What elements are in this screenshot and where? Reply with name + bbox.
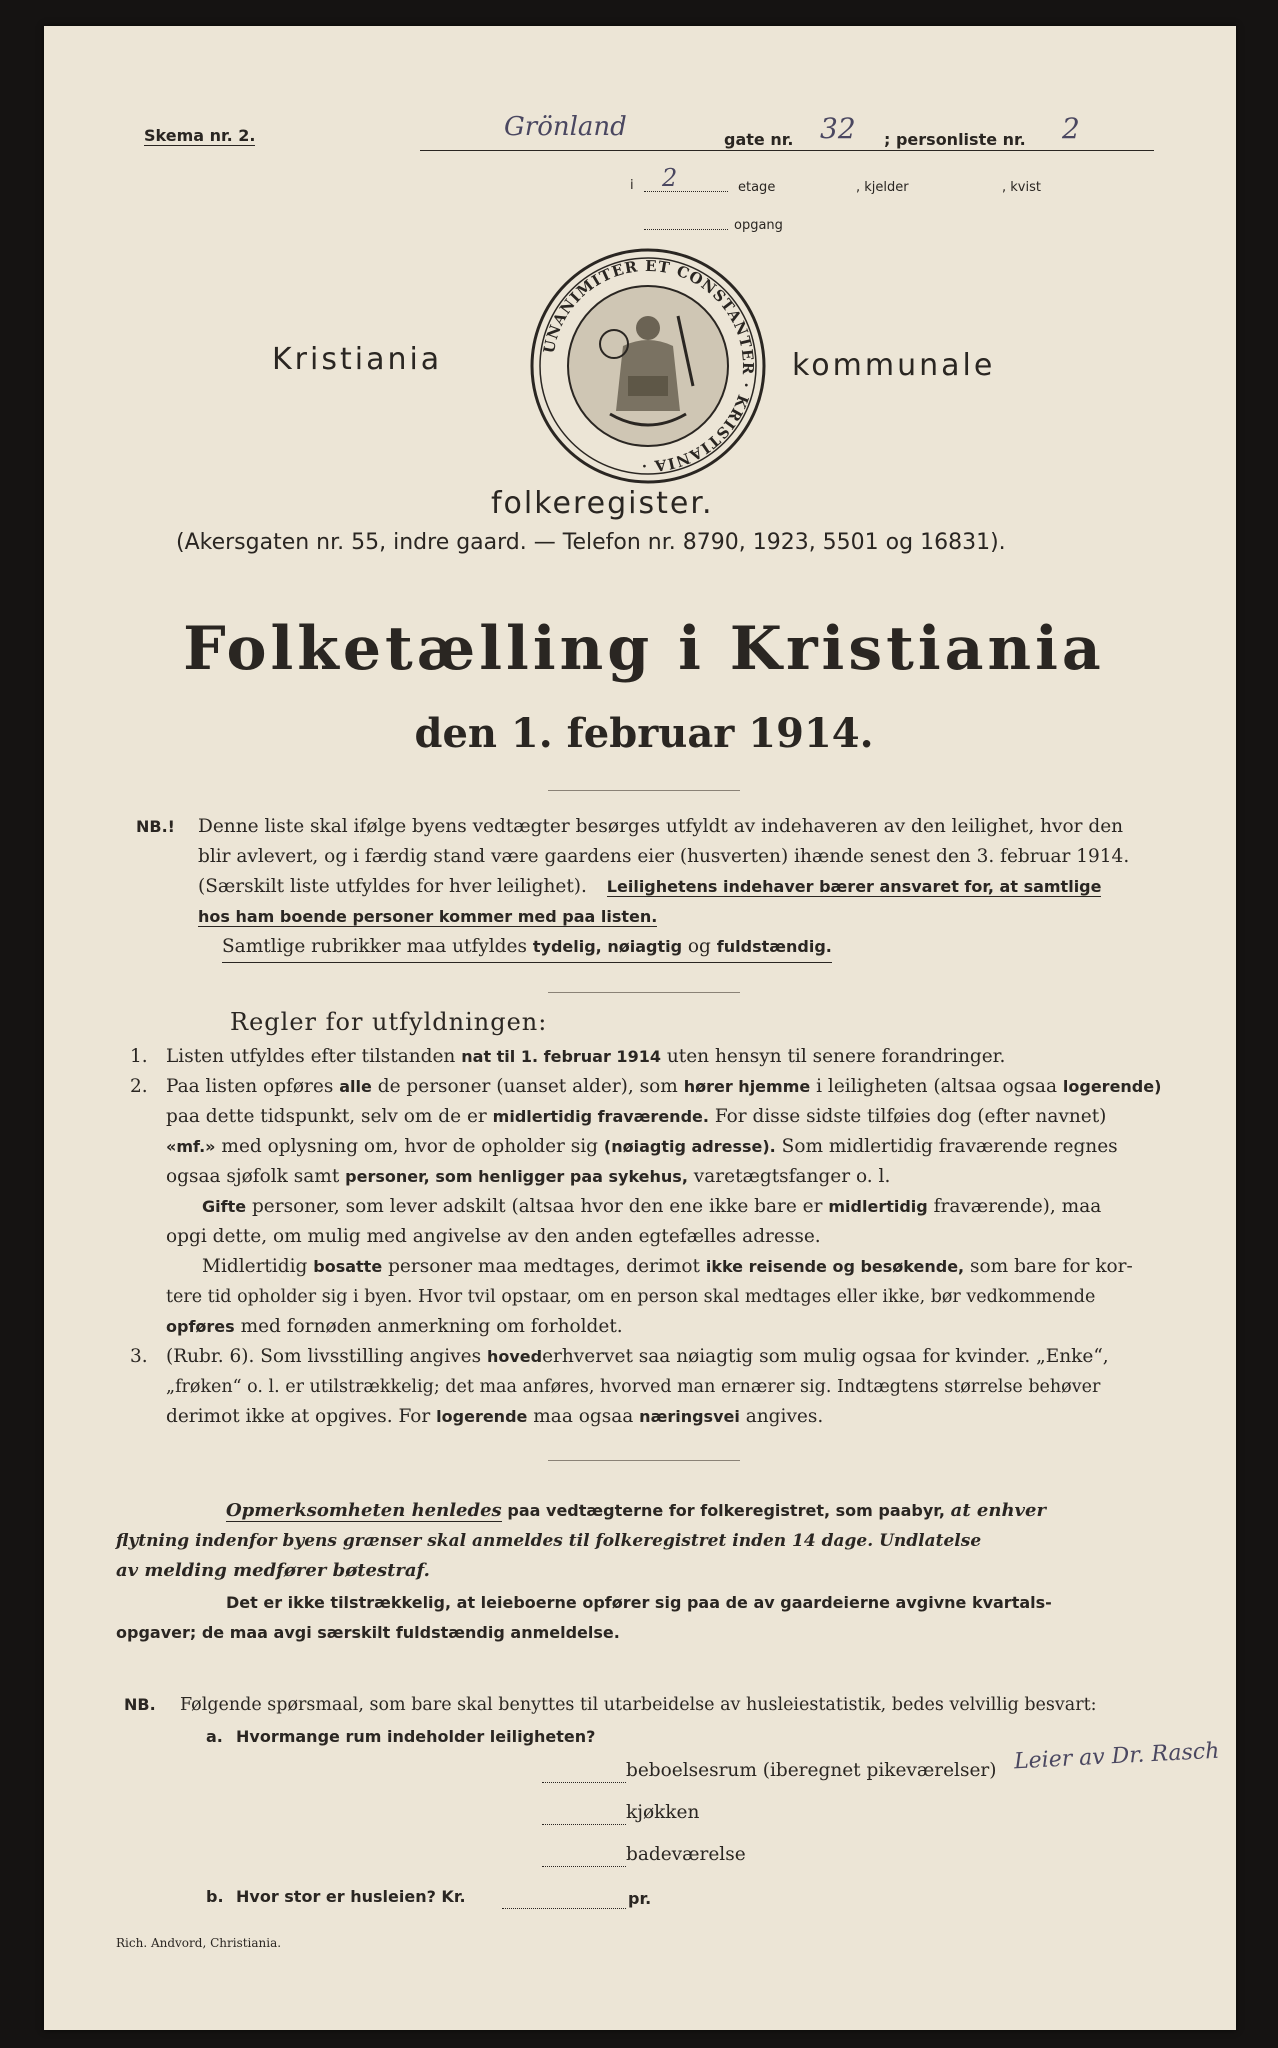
- nb-line-5: Samtlige rubrikker maa utfyldes tydelig, nøiagtig og fuldstændig.: [222, 932, 832, 963]
- etage-dotted-line: [644, 191, 728, 192]
- rules-heading: Regler for utfyldningen:: [230, 1008, 548, 1036]
- rooms-input-line[interactable]: [542, 1782, 626, 1783]
- rule-2-line-8: tere tid opholder sig i byen. Hvor tvil opstaar, om en person skal medtages eller ikke, bør vedkommende: [166, 1287, 1096, 1307]
- svg-text:UNANIMITER ET CONSTANTER · KRI: UNANIMITER ET CONSTANTER · KRISTIANIA ·: [539, 256, 758, 476]
- kristiania-word: Kristiania: [272, 342, 443, 377]
- bath-label: badeværelse: [626, 1844, 746, 1865]
- main-title: Folketælling i Kristiania: [183, 614, 1105, 684]
- gate-label: gate nr.: [724, 130, 794, 149]
- i-label: i: [630, 178, 634, 193]
- kjelder-label: , kjelder: [856, 180, 909, 195]
- question-a: Hvormange rum indeholder leiligheten?: [236, 1727, 596, 1746]
- personliste-number-handwritten: 2: [1062, 112, 1080, 145]
- question-b: Hvor stor er husleien? Kr.: [236, 1887, 466, 1906]
- rule-2-line-3: «mf.» med oplysning om, hvor de opholder sig (nøiagtig adresse). Som midlertidig fraværende regnes: [166, 1136, 1118, 1157]
- rule-3-line-3: derimot ikke at opgives. For logerende maa ogsaa næringsvei angives.: [166, 1406, 824, 1427]
- opgang-label: opgang: [734, 218, 783, 233]
- nb-line-1: Denne liste skal ifølge byens vedtægter besørges utfyldt av indehaveren av den leilighet, hvor den: [198, 816, 1124, 837]
- rule-2-line-5: Gifte personer, som lever adskilt (altsaa hvor den ene ikke bare er midlertidig fraværende), maa: [202, 1196, 1102, 1217]
- rule-2-line-2: paa dette tidspunkt, selv om de er midlertidig fraværende. For disse sidste tilføies dog (efter navnet): [166, 1106, 1107, 1127]
- schema-number: Skema nr. 2.: [144, 126, 256, 145]
- etage-handwritten: 2: [662, 164, 678, 192]
- rule-2-line-1: Paa listen opføres alle de personer (uanset alder), som hører hjemme i leiligheten (altsaa ogsaa logerende): [166, 1076, 1162, 1097]
- bath-input-line[interactable]: [542, 1866, 626, 1867]
- rule-3-line-2: „frøken“ o. l. er utilstrækkelig; det maa anføres, hvorved man ernærer sig. Indtægtens størrelse behøver: [166, 1377, 1101, 1397]
- attention-line-2: flytning indenfor byens grænser skal anmeldes til folkeregistret inden 14 dage. Undlatelse: [116, 1531, 982, 1551]
- rule-1: Listen utfyldes efter tilstanden nat til 1. februar 1914 uten hensyn til senere forandringer.: [166, 1046, 1006, 1067]
- main-subtitle: den 1. februar 1914.: [414, 710, 874, 757]
- divider: [548, 790, 740, 791]
- rule-2-line-4: ogsaa sjøfolk samt personer, som henligger paa sykehus, varetægtsfanger o. l.: [166, 1166, 891, 1187]
- form-sheet: Skema nr. 2. Grönland gate nr. 32 ; personliste nr. 2 i 2 etage , kjelder , kvist opgang Kristiania kommunale UNANIMITER ET CONSTANTER · KRISTIANIA · folkeregister. (Akersgaten nr. 55, indre gaard. — Telefon nr. 8790, 1923, 5501 og 16831). Folketælling i Kristiania den 1. februar 1914. NB.! Denne liste skal ifølge byens vedtægter besørges utfyldt av indehaveren av den leilighet, hvor den blir avlevert, og i færdig stand være gaardens eier (husverten) ihænde senest den 3. februar 1914. (Særskilt liste utfyldes for hver leilighet). Leilighetens indehaver bærer ansvaret for, at samtlige hos ham boende personer kommer med paa listen. Samtlige rubrikker maa utfyldes tydelig, nøiagtig og fuldstændig. Regler for utfyldningen: 1. Listen utfyldes efter tilstanden nat til 1. februar 1914 uten hensyn til senere forandringer. 2. Paa listen opføres alle de personer (uanset alder), som hører hjemme i leiligheten (altsaa ogsaa logerende) paa dette tidspunkt, selv om de er midlertidig fraværende. For disse sidste tilføies dog (efter navnet) «mf.» med oplysning om, hvor de opholder sig (nøiagtig adresse). Som midlertidig fraværende regnes ogsaa sjøfolk samt personer, som henligger paa sykehus, varetægtsfanger o. l. Gifte personer, som lever adskilt (altsaa hvor den ene ikke bare er midlertidig fraværende), maa opgi dette, om mulig med angivelse av den anden egtefælles adresse. Midlertidig bosatte personer maa medtages, derimot ikke reisende og besøkende, som bare for kor- tere tid opholder sig i byen. Hvor tvil opstaar, om en person skal medtages eller ikke, bør vedkommende opføres med fornøden anmerkning om forholdet. 3. (Rubr. 6). Som livsstilling angives hovederhvervet saa nøiagtig som mulig ogsaa for kvinder. „Enke“, „frøken“ o. l. er utilstrækkelig; det maa anføres, hvorved man ernærer sig. Indtægtens størrelse behøver derimot ikke at opgives. For logerende maa ogsaa næringsvei angives. Opmerksomheten henledes paa vedtægterne for folkeregistret, som paabyr, at enhver flytning indenfor byens grænser skal anmeldes til folkeregistret inden 14 dage. Undlatelse av melding medfører bøtestraf. Det er ikke tilstrækkelig, at leieboerne opfører sig paa de av gaardeierne avgivne kvartals- opgaver; de maa avgi særskilt fuldstændig anmeldelse. NB. Følgende spørsmaal, som bare skal benyttes til utarbeidelse av husleiestatistik, bedes velvillig besvart: a. Hvormange rum indeholder leiligheten? beboelsesrum (iberegnet pikeværelser) Leier av Dr. Rasch kjøkken badeværelse b. Hvor stor er husleien? Kr. pr. Rich. Andvord, Christiania.: [44, 26, 1236, 2030]
- nb2-intro: Følgende spørsmaal, som bare skal benyttes til utarbeidelse av husleiestatistik, bedes velvillig besvart:: [180, 1695, 1097, 1715]
- nb2-label: NB.: [124, 1695, 156, 1714]
- nb-line-4: hos ham boende personer kommer med paa listen.: [198, 907, 658, 926]
- street-name-handwritten: Grönland: [504, 112, 627, 142]
- folkeregister-word: folkeregister.: [491, 486, 714, 521]
- rule-2-line-9: opføres med fornøden anmerkning om forholdet.: [166, 1316, 623, 1337]
- rule-2-line-6: opgi dette, om mulig med angivelse av den anden egtefælles adresse.: [166, 1226, 821, 1247]
- kitchen-label: kjøkken: [626, 1802, 700, 1823]
- divider: [548, 1460, 740, 1461]
- rooms-label: beboelsesrum (iberegnet pikeværelser): [626, 1760, 997, 1781]
- attention-line-4: Det er ikke tilstrækkelig, at leieboerne opfører sig paa de av gaardeierne avgivne kvartals-: [226, 1593, 1052, 1612]
- handwritten-note: Leier av Dr. Rasch: [1013, 1738, 1220, 1775]
- nb-line-2: blir avlevert, og i færdig stand være gaardens eier (husverten) ihænde senest den 3. februar 1914.: [198, 846, 1130, 867]
- rent-input-line[interactable]: [502, 1908, 626, 1909]
- rule-3-line-1: (Rubr. 6). Som livsstilling angives hovederhvervet saa nøiagtig som mulig ogsaa for kvinder. „Enke“,: [166, 1346, 1109, 1367]
- attention-line-3: av melding medfører bøtestraf.: [116, 1560, 430, 1581]
- header-underline: [420, 150, 1154, 151]
- kitchen-input-line[interactable]: [542, 1824, 626, 1825]
- personliste-label: ; personliste nr.: [884, 130, 1026, 149]
- divider: [548, 992, 740, 993]
- nb-label: NB.!: [136, 817, 175, 836]
- kvist-label: , kvist: [1002, 180, 1041, 195]
- kristiania-seal: [528, 246, 768, 486]
- kommunale-word: kommunale: [792, 348, 996, 383]
- nb-line-3: (Særskilt liste utfyldes for hver leilighet). Leilighetens indehaver bærer ansvaret for, at samtlige: [198, 876, 1102, 897]
- attention-line-1: Opmerksomheten henledes paa vedtægterne for folkeregistret, som paabyr, at enhver: [226, 1500, 1046, 1521]
- gate-number-handwritten: 32: [820, 112, 856, 145]
- printer-credit: Rich. Andvord, Christiania.: [116, 1936, 282, 1950]
- attention-line-5: opgaver; de maa avgi særskilt fuldstændig anmeldelse.: [116, 1623, 620, 1642]
- opgang-dotted-line: [644, 229, 728, 230]
- per-label: pr.: [628, 1889, 652, 1908]
- etage-label: etage: [738, 180, 776, 195]
- rule-2-line-7: Midlertidig bosatte personer maa medtages, derimot ikke reisende og besøkende, som bare for kor-: [202, 1256, 1133, 1277]
- office-address: (Akersgaten nr. 55, indre gaard. — Telefon nr. 8790, 1923, 5501 og 16831).: [176, 530, 1006, 555]
